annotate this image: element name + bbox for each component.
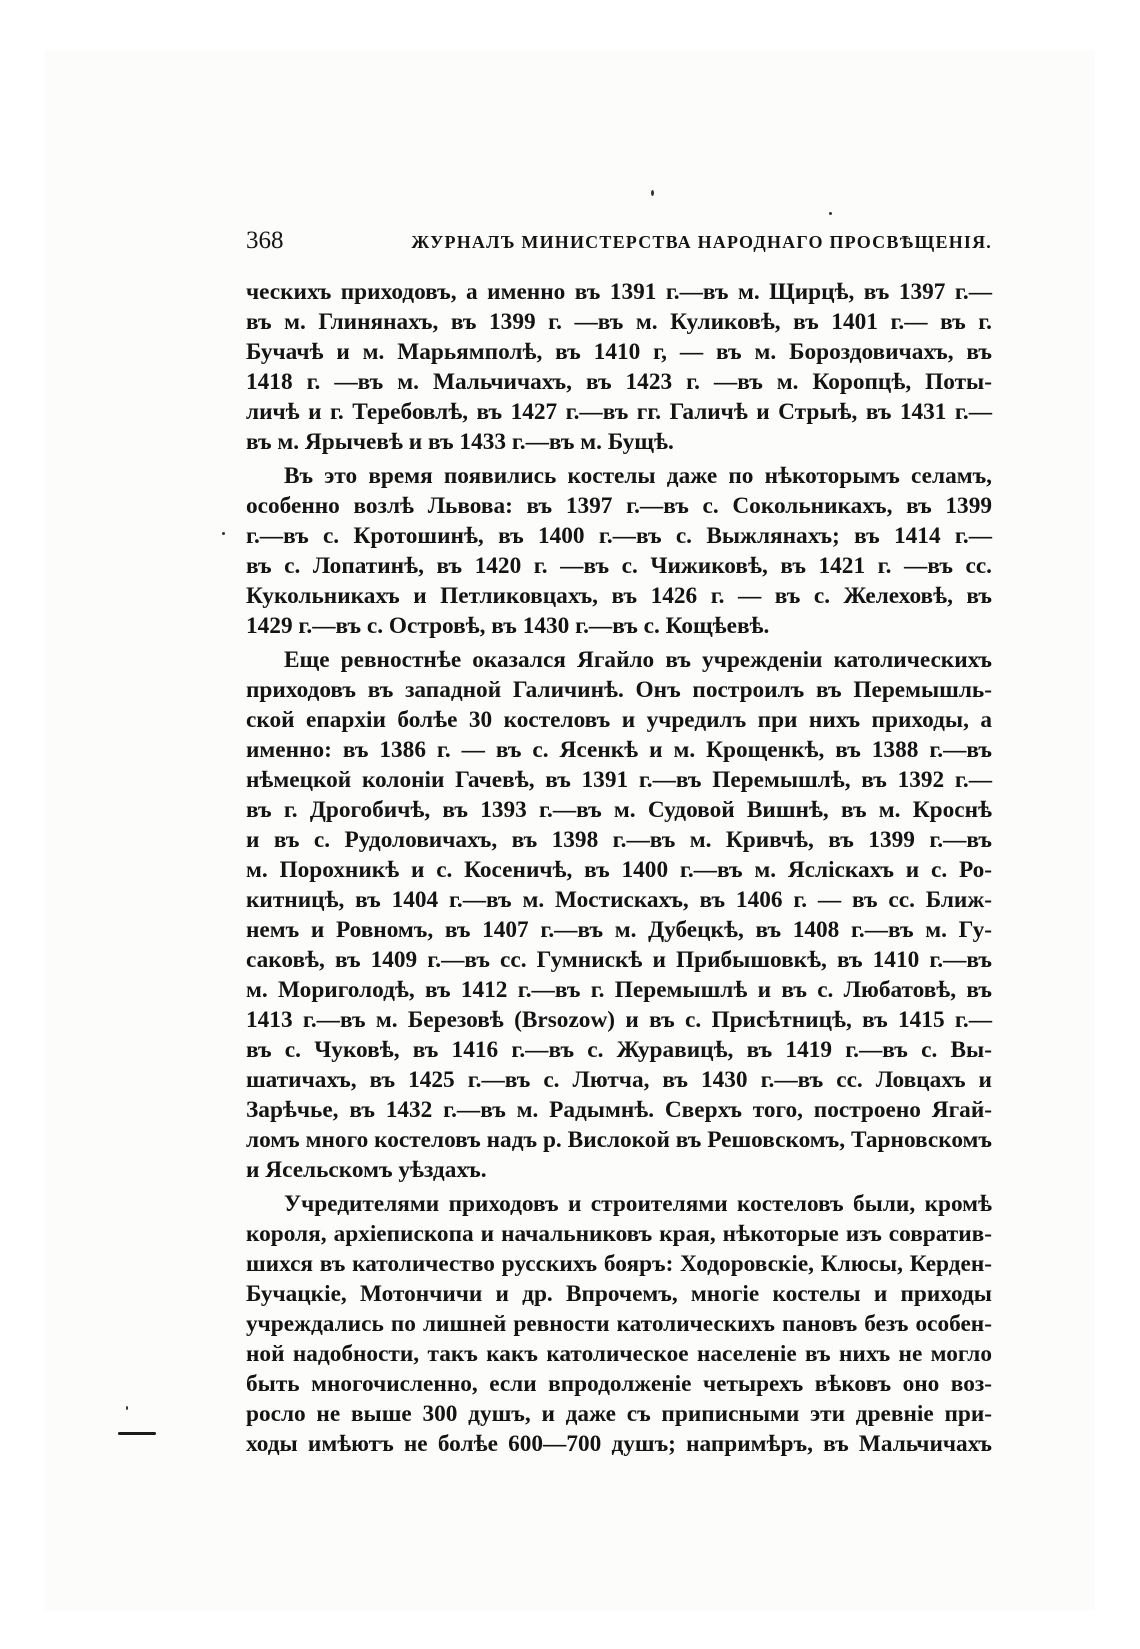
text-line: Еще ревностнѣе оказался Ягайло въ учрежденіи католическихъ: [284, 647, 992, 673]
text-line: китницѣ, въ 1404 г.—въ м. Мостискахъ, въ 1406 г. — въ сс. Ближ-: [246, 887, 992, 913]
paragraph: [246, 645, 992, 1185]
journal-title: ЖУРНАЛЪ МИНИСТЕРСТВА НАРОДНАГО ПРОСВѢЩЕНІЯ.: [411, 232, 992, 252]
text-line: Кукольникахъ и Петликовцахъ, въ 1426 г. — въ с. Желеховѣ, въ: [246, 583, 992, 609]
text-line: ходы имѣютъ не болѣе 600—700 душъ; напримѣръ, въ Мальчичахъ: [246, 1431, 992, 1457]
text-line: учреждались по лишней ревности католическихъ пановъ безъ особен-: [246, 1311, 992, 1337]
ink-speck: [126, 1406, 128, 1410]
text-line: въ с. Лопатинѣ, въ 1420 г. —въ с. Чижиковѣ, въ 1421 г. —въ сс.: [246, 553, 992, 579]
text-line: Зарѣчье, въ 1432 г.—въ м. Радымнѣ. Сверхъ того, построено Ягай-: [246, 1097, 992, 1123]
text-line: 1418 г. —въ м. Мальчичахъ, въ 1423 г. —въ м. Коропцѣ, Поты-: [246, 369, 992, 395]
text-line: личѣ и г. Теребовлѣ, въ 1427 г.—въ гг. Галичѣ и Стрыѣ, въ 1431 г.—: [246, 399, 992, 425]
ink-speck: [651, 190, 654, 196]
text-line: шихся въ католичество русскихъ бояръ: Ходоровскіе, Клюсы, Керден-: [246, 1251, 992, 1277]
text-line: въ м. Глинянахъ, въ 1399 г. —въ м. Куликовѣ, въ 1401 г.— въ г.: [246, 309, 992, 335]
text-line: саковѣ, въ 1409 г.—въ сс. Гумнискѣ и Прибышовкѣ, въ 1410 г.—въ: [246, 947, 992, 973]
page-number: 368: [246, 227, 284, 254]
text-line: и Ясельскомъ уѣздахъ.: [246, 1157, 487, 1183]
margin-mark: [118, 1432, 156, 1435]
text-line: нѣмецкой колоніи Гачевѣ, въ 1391 г.—въ Перемышлѣ, въ 1392 г.—: [246, 767, 992, 793]
paragraph: [246, 461, 992, 641]
text-line: приходовъ въ западной Галичинѣ. Онъ построилъ въ Перемышль-: [246, 677, 992, 703]
text-line: короля, архіепископа и начальниковъ края, нѣкоторые изъ совратив-: [246, 1221, 992, 1247]
text-line: особенно возлѣ Львова: въ 1397 г.—въ с. Сокольникахъ, въ 1399: [246, 493, 992, 519]
text-line: м. Мориголодѣ, въ 1412 г.—въ г. Перемышлѣ и въ с. Любатовѣ, въ: [246, 977, 992, 1003]
running-head: [246, 227, 992, 267]
text-line: м. Порохникѣ и с. Косеничѣ, въ 1400 г.—въ м. Ясліскахъ и с. Ро-: [246, 857, 992, 883]
text-line: ческихъ приходовъ, а именно въ 1391 г.—въ м. Щирцѣ, въ 1397 г.—: [246, 279, 992, 305]
text-line: Бучачѣ и м. Марьямполѣ, въ 1410 г, — въ м. Бороздовичахъ, въ: [246, 339, 992, 365]
ink-speck: [222, 532, 225, 535]
text-line: въ г. Дрогобичѣ, въ 1393 г.—въ м. Судовой Вишнѣ, въ м. Кроснѣ: [246, 797, 992, 823]
text-line: именно: въ 1386 г. — въ с. Ясенкѣ и м. Крощенкѣ, въ 1388 г.—въ: [246, 737, 992, 763]
text-line: Учредителями приходовъ и строителями костеловъ были, кромѣ: [284, 1191, 992, 1217]
paragraph: [246, 277, 992, 457]
text-line: ломъ много костеловъ надъ р. Вислокой въ Решовскомъ, Тарновскомъ: [246, 1127, 992, 1153]
text-line: шатичахъ, въ 1425 г.—въ с. Лютча, въ 1430 г.—въ сс. Ловцахъ и: [246, 1067, 992, 1093]
text-line: ской епархіи болѣе 30 костеловъ и учредилъ при нихъ приходы, а: [246, 707, 992, 733]
text-line: Бучацкіе, Мотончичи и др. Впрочемъ, многіе костелы и приходы: [246, 1281, 992, 1307]
body-text: [246, 277, 992, 1459]
ink-speck: [829, 212, 832, 215]
text-line: немъ и Ровномъ, въ 1407 г.—въ м. Дубецкѣ, въ 1408 г.—въ м. Гу-: [246, 917, 992, 943]
text-line: Въ это время появились костелы даже по нѣкоторымъ селамъ,: [284, 463, 992, 489]
text-line: 1413 г.—въ м. Березовѣ (Brsozow) и въ с. Присѣтницѣ, въ 1415 г.—: [246, 1007, 992, 1033]
text-line: г.—въ с. Кротошинѣ, въ 1400 г.—въ с. Выжлянахъ; въ 1414 г.—: [246, 523, 992, 549]
text-line: въ м. Ярычевѣ и въ 1433 г.—въ м. Бущѣ.: [246, 429, 674, 455]
text-line: 1429 г.—въ с. Островѣ, въ 1430 г.—въ с. Кощѣевѣ.: [246, 613, 770, 639]
text-line: въ с. Чуковѣ, въ 1416 г.—въ с. Журавицѣ, въ 1419 г.—въ с. Вы-: [246, 1037, 992, 1063]
book-page: [246, 227, 992, 1459]
text-line: быть многочисленно, если впродолженіе четырехъ вѣковъ оно воз-: [246, 1371, 992, 1397]
text-line: ной надобности, такъ какъ католическое населеніе въ нихъ не могло: [246, 1341, 992, 1367]
text-line: и въ с. Рудоловичахъ, въ 1398 г.—въ м. Кривчѣ, въ 1399 г.—въ: [246, 827, 992, 853]
paragraph: [246, 1189, 992, 1459]
text-line: росло не выше 300 душъ, и даже съ приписными эти древніе при-: [246, 1401, 992, 1427]
